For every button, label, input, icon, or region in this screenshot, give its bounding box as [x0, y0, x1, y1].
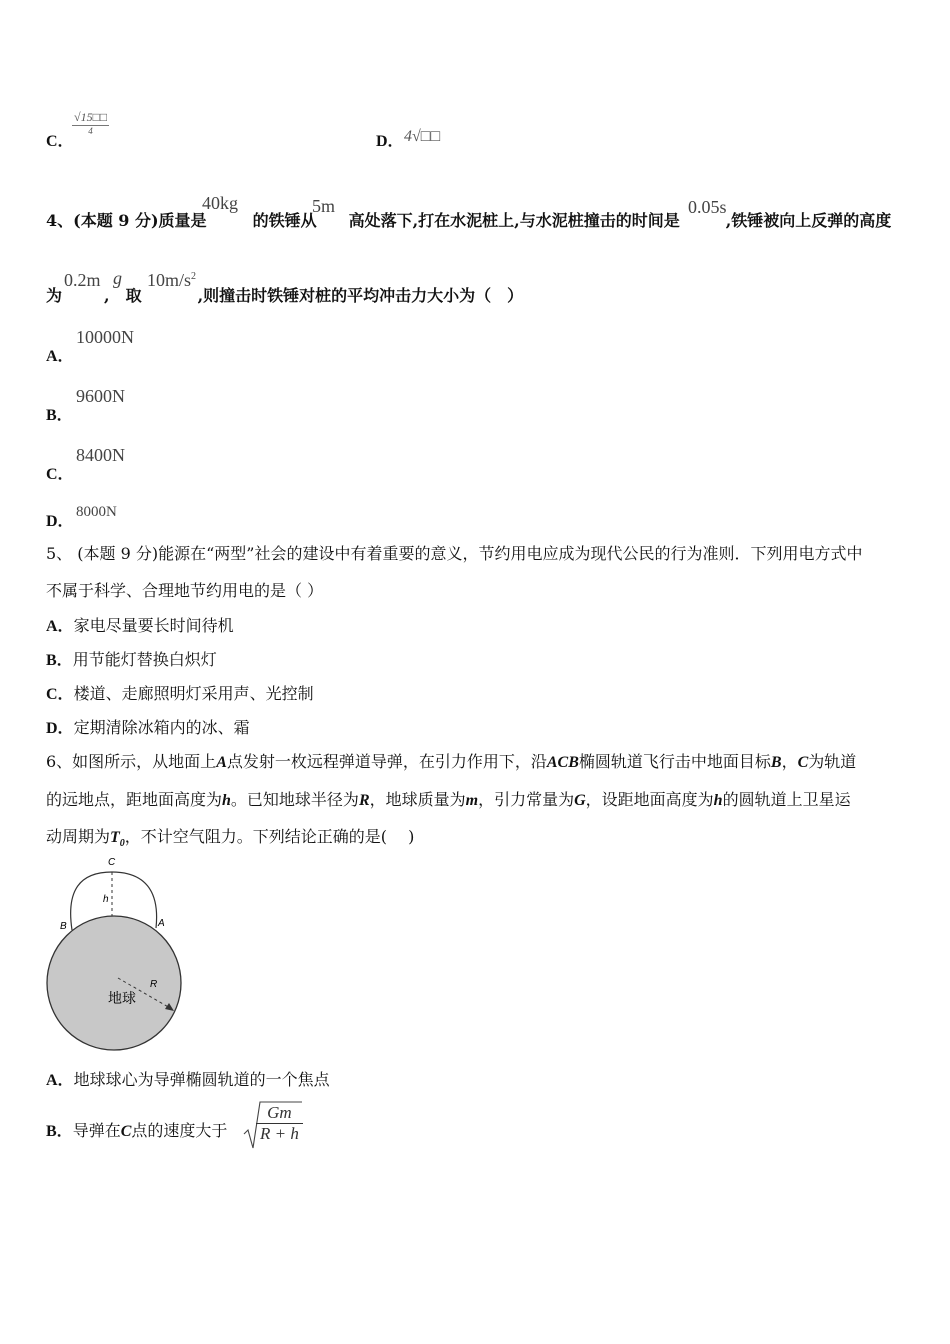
- q6-l2d: ，引力常量为: [478, 790, 575, 809]
- q6-option-a: [46, 1067, 330, 1090]
- q4-option-d-value: 8000N: [76, 504, 117, 520]
- q6-var-g: G: [574, 792, 586, 809]
- q4-text-7: ,则撞击时铁锤对桩的平均冲击力大小为（ ）: [197, 286, 524, 305]
- q6-option-b-denominator: R + h: [260, 1124, 299, 1143]
- q6-l2e: ，设距地面高度为: [585, 790, 714, 809]
- q3-option-c-denominator: 4: [88, 126, 93, 136]
- q5-option-d-text: 定期清除冰箱内的冰、霜: [73, 718, 250, 737]
- q4-option-c-value: 8400N: [76, 445, 125, 465]
- label-earth: 地球: [108, 991, 136, 1007]
- q6-l2f: 的圆轨道上卫星运: [722, 790, 851, 809]
- q3-option-c-label: C．: [46, 133, 74, 150]
- q4-text-2: 的铁锤从: [252, 211, 317, 230]
- q5-option-a: [46, 613, 234, 636]
- label-b: B: [60, 921, 67, 932]
- q4-g-unit: 10m/s: [147, 270, 192, 290]
- q6-option-b-text1: 导弹在: [72, 1121, 121, 1140]
- q4-option-a-value: 10000N: [76, 327, 134, 347]
- q6-l2c: ，地球质量为: [369, 790, 466, 809]
- q5-option-b-text: 用节能灯替换白炽灯: [72, 650, 217, 669]
- q4-text-6: 取: [125, 286, 142, 305]
- label-r: R: [150, 979, 158, 990]
- q4-g-value: [147, 270, 196, 291]
- q4-option-c-label: C．: [46, 466, 74, 483]
- q5-option-b-label: B．: [46, 652, 73, 669]
- q4-option-b-value: 9600N: [76, 386, 125, 406]
- q6-line3: [46, 824, 414, 849]
- q4-text-3: 高处落下,打在水泥桩上,与水泥桩撞击的时间是: [348, 211, 680, 230]
- q4-option-d-label: D．: [46, 513, 74, 530]
- q5-option-b: [46, 647, 217, 670]
- q4-option-b-label: B．: [46, 407, 73, 424]
- q4-g-symbol: g: [113, 268, 122, 288]
- q6-var-a: A: [216, 754, 227, 771]
- q6-l3a: 动周期为: [46, 827, 111, 846]
- q6-option-b-text2: 点的速度大于: [131, 1121, 228, 1140]
- q6-l1c: 椭圆轨道飞行击中地面目标: [578, 752, 771, 771]
- q4-line1: [46, 208, 891, 231]
- q6-option-b: [46, 1118, 227, 1141]
- q6-var-acb: ACB: [546, 754, 579, 771]
- q6-option-b-fraction: [256, 1103, 303, 1144]
- q6-var-c: C: [797, 754, 809, 771]
- q4-text-4: ,铁锤被向上反弹的高度: [725, 211, 892, 230]
- q5-line2: 不属于科学、合理地节约用电的是（ ）: [46, 581, 324, 600]
- q4-g-exponent: 2: [191, 271, 197, 282]
- q6-option-b-numerator: Gm: [256, 1103, 303, 1124]
- q4-mass: 40kg: [202, 193, 238, 213]
- q4-height: 5m: [312, 196, 336, 216]
- q3-option-d-math: 4√□□: [404, 128, 441, 145]
- q4-text-5: 为: [46, 286, 63, 305]
- q6-l2b: 。已知地球半径为: [230, 790, 359, 809]
- q5-option-a-label: A．: [46, 618, 74, 635]
- q6-var-b: B: [770, 754, 782, 771]
- q6-l1e: 为轨道: [808, 752, 857, 771]
- q5-line1: 5、 (本题 9 分)能源在“两型”社会的建设中有着重要的意义，节约用电应成为现代公民的行为准则．下列用电方式中: [46, 544, 863, 563]
- q6-var-h: h: [222, 792, 231, 809]
- q5-option-d-label: D．: [46, 720, 74, 737]
- q6-var-t-sub: 0: [119, 838, 125, 850]
- q6-l1d: ，: [781, 752, 798, 771]
- q4-comma: ,: [104, 286, 110, 305]
- q6-line2: [46, 787, 851, 810]
- q6-l3b: ，不计空气阻力。下列结论正确的是( ): [124, 827, 415, 846]
- q4-text-1: 4、(本题 9 分)质量是: [46, 211, 207, 230]
- q4-rebound: 0.2m: [64, 270, 101, 290]
- q5-option-d: [46, 715, 250, 738]
- q6-option-b-var-c: C: [120, 1123, 132, 1140]
- label-a: A: [158, 918, 165, 929]
- q5-option-c-label: C．: [46, 686, 74, 703]
- q5-option-c: [46, 681, 314, 704]
- q6-option-a-label: A．: [46, 1072, 74, 1089]
- q6-var-h2: h: [713, 792, 723, 809]
- q5-option-c-text: 楼道、走廊照明灯采用声、光控制: [73, 684, 314, 703]
- q6-var-m: m: [465, 792, 479, 809]
- q6-option-b-label: B．: [46, 1123, 73, 1140]
- q4-time: 0.05s: [688, 197, 727, 217]
- q6-line1: [46, 749, 856, 772]
- q6-l2a: 的远地点，距地面高度为: [46, 790, 223, 809]
- earth-circle: [47, 916, 181, 1050]
- q4-option-a-label: A．: [46, 348, 74, 365]
- q6-var-r: R: [358, 792, 370, 809]
- q3-option-c-math: [72, 110, 109, 136]
- q3-option-d-label: D．: [376, 133, 404, 150]
- q6-option-a-text: 地球球心为导弹椭圆轨道的一个焦点: [73, 1070, 330, 1089]
- q6-var-t: T: [110, 829, 120, 846]
- q6-l1a: 6、如图所示，从地面上: [46, 752, 217, 771]
- q6-l1b: 点发射一枚远程弹道导弹，在引力作用下，沿: [226, 752, 547, 771]
- q3-option-c-numerator: √15□□: [74, 110, 108, 124]
- label-c: C: [108, 857, 116, 868]
- label-h: h: [103, 894, 109, 905]
- q5-option-a-text: 家电尽量要长时间待机: [73, 616, 234, 635]
- q6-orbit-diagram: [40, 850, 200, 1060]
